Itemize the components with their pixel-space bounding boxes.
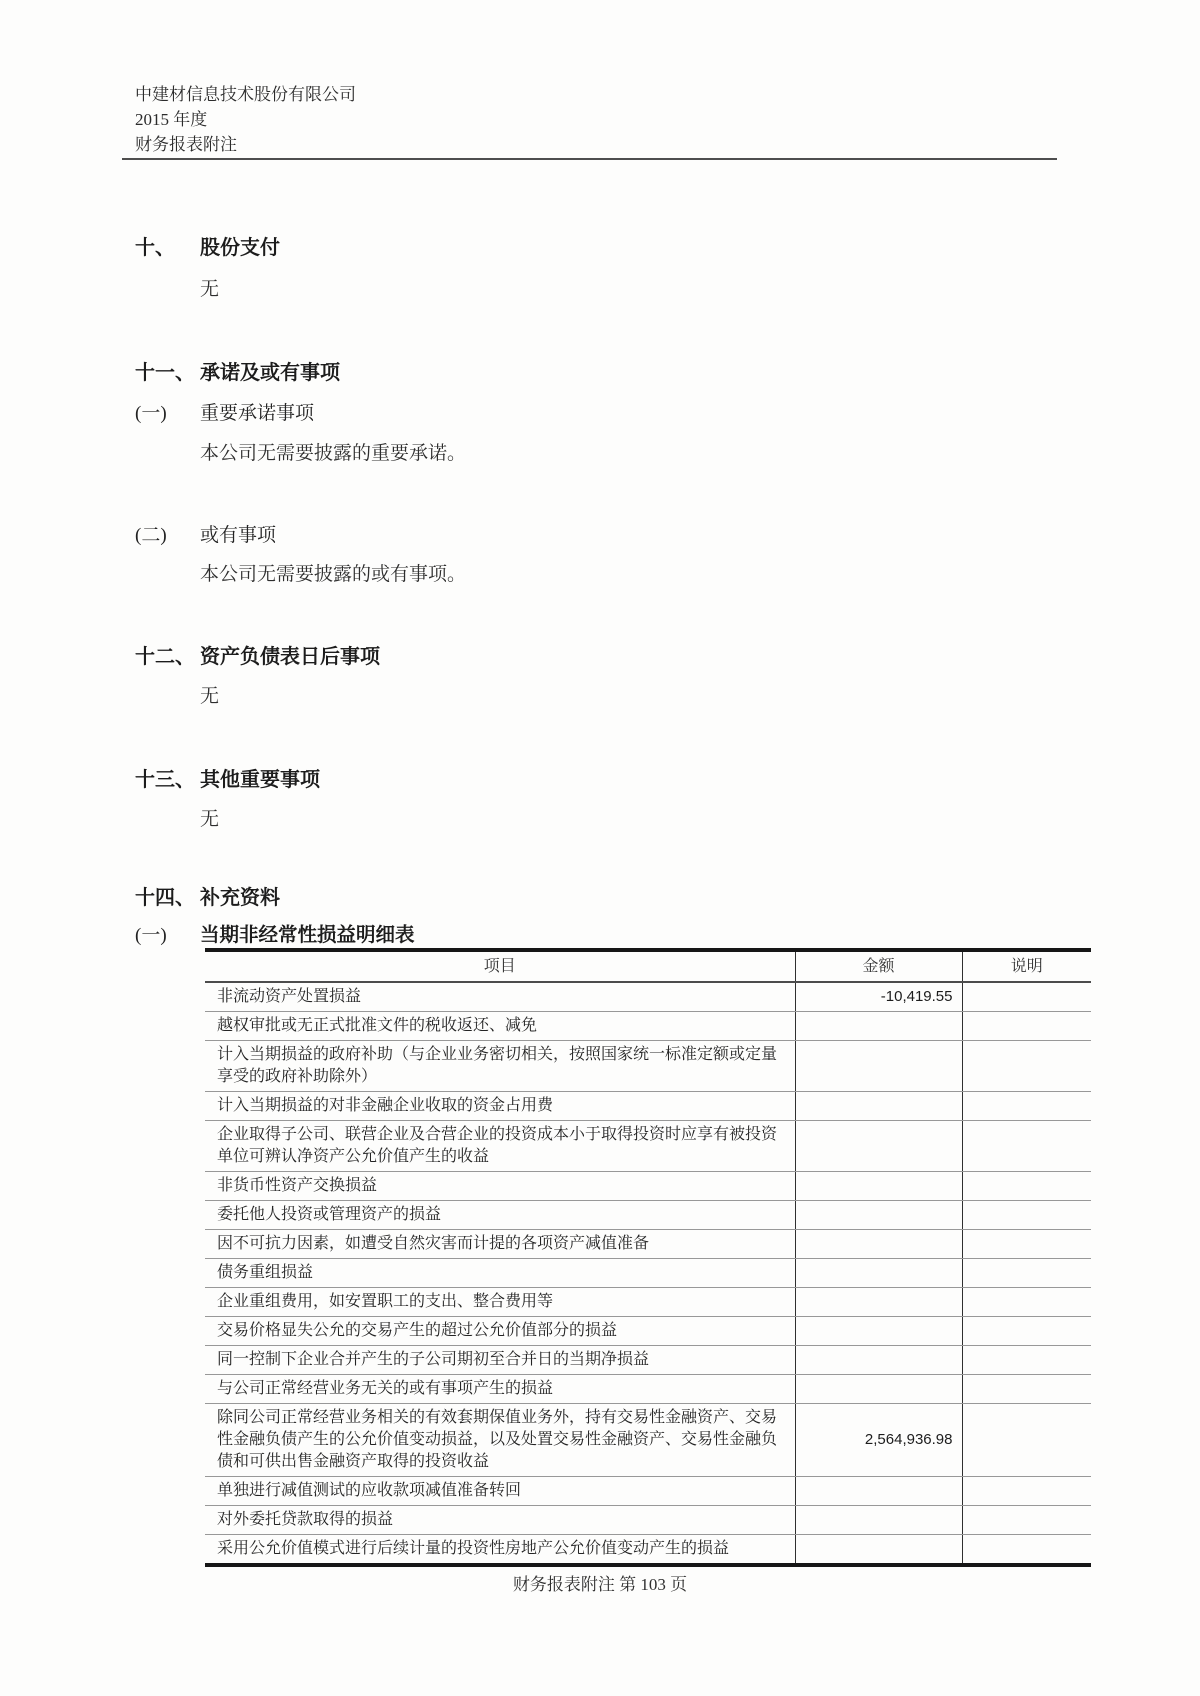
cell-note [962, 1317, 1091, 1346]
section-body: 无 [200, 809, 220, 830]
subsection-title: 当期非经常性损益明细表 [200, 925, 415, 946]
cell-amount [795, 1346, 962, 1375]
subsection-number: (一) [135, 403, 167, 424]
table-row [205, 1041, 1091, 1092]
subsection-title: 或有事项 [200, 525, 277, 546]
report-period: 2015 年度 [135, 110, 208, 129]
cell-note [962, 1506, 1091, 1535]
cell-amount [795, 1172, 962, 1201]
cell-note [962, 1092, 1091, 1121]
cell-amount: 2,564,936.98 [795, 1404, 962, 1477]
cell-item: 委托他人投资或管理资产的损益 [205, 1201, 795, 1230]
section-number: 十二、 [135, 646, 195, 668]
section-title: 其他重要事项 [200, 769, 320, 791]
cell-amount [795, 1477, 962, 1506]
cell-amount [795, 1317, 962, 1346]
cell-item: 对外委托贷款取得的损益 [205, 1506, 795, 1535]
cell-item: 计入当期损益的政府补助（与企业业务密切相关，按照国家统一标准定额或定量享受的政府补助除外） [205, 1041, 795, 1092]
cell-note [962, 1375, 1091, 1404]
subsection-number: (二) [135, 525, 167, 546]
column-header-note: 说明 [962, 950, 1091, 982]
column-header-amount: 金额 [795, 950, 962, 982]
table-row [205, 1121, 1091, 1172]
section-number: 十、 [135, 237, 175, 259]
table-row [205, 1375, 1091, 1404]
nonrecurring-gains-losses-table [205, 948, 1091, 1567]
subsection-body: 本公司无需要披露的或有事项。 [200, 564, 467, 585]
cell-item: 越权审批或无正式批准文件的税收返还、减免 [205, 1012, 795, 1041]
cell-amount [795, 1012, 962, 1041]
cell-note [962, 1172, 1091, 1201]
table-row [205, 1317, 1091, 1346]
table-row [205, 1404, 1091, 1477]
cell-note [962, 1121, 1091, 1172]
section-title: 承诺及或有事项 [200, 362, 340, 384]
cell-amount [795, 1375, 962, 1404]
table-row [205, 1259, 1091, 1288]
table-row [205, 1092, 1091, 1121]
section-other-important [135, 763, 320, 792]
cell-amount [795, 1288, 962, 1317]
cell-item: 计入当期损益的对非金融企业收取的资金占用费 [205, 1092, 795, 1121]
cell-item: 交易价格显失公允的交易产生的超过公允价值部分的损益 [205, 1317, 795, 1346]
table-row [205, 1201, 1091, 1230]
cell-amount [795, 1092, 962, 1121]
table-row [205, 1012, 1091, 1041]
table-row [205, 1172, 1091, 1201]
cell-item: 因不可抗力因素，如遭受自然灾害而计提的各项资产减值准备 [205, 1230, 795, 1259]
section-number: 十四、 [135, 887, 195, 909]
table-header-row [205, 950, 1091, 982]
cell-note [962, 1230, 1091, 1259]
cell-amount: -10,419.55 [795, 982, 962, 1012]
table-row [205, 1346, 1091, 1375]
cell-amount [795, 1506, 962, 1535]
section-title: 股份支付 [200, 237, 280, 259]
subsection-nonrecurring-detail [135, 919, 415, 947]
cell-note [962, 1535, 1091, 1566]
header-rule [122, 158, 1057, 160]
column-header-item: 项目 [205, 950, 795, 982]
cell-amount [795, 1535, 962, 1566]
section-number: 十一、 [135, 362, 195, 384]
doc-title: 财务报表附注 [135, 135, 237, 154]
cell-item: 企业取得子公司、联营企业及合营企业的投资成本小于取得投资时应享有被投资单位可辨认净资产公允价值产生的收益 [205, 1121, 795, 1172]
subsection-body: 本公司无需要披露的重要承诺。 [200, 443, 467, 464]
table-row [205, 1477, 1091, 1506]
doc-header [135, 82, 356, 157]
cell-item: 除同公司正常经营业务相关的有效套期保值业务外，持有交易性金融资产、交易性金融负债产生的公允价值变动损益，以及处置交易性金融资产、交易性金融负债和可供出售金融资产取得的投资收益 [205, 1404, 795, 1477]
cell-amount [795, 1230, 962, 1259]
subsection-title: 重要承诺事项 [200, 403, 315, 424]
subsection-number: (一) [135, 925, 167, 946]
cell-item: 债务重组损益 [205, 1259, 795, 1288]
table-row [205, 1506, 1091, 1535]
cell-amount [795, 1201, 962, 1230]
nonrecurring-table-body [205, 982, 1091, 1565]
table-row [205, 1288, 1091, 1317]
cell-amount [795, 1259, 962, 1288]
cell-note [962, 1201, 1091, 1230]
cell-note [962, 1477, 1091, 1506]
cell-item: 同一控制下企业合并产生的子公司期初至合并日的当期净损益 [205, 1346, 795, 1375]
cell-note [962, 1404, 1091, 1477]
section-title: 补充资料 [200, 887, 280, 909]
cell-item: 企业重组费用，如安置职工的支出、整合费用等 [205, 1288, 795, 1317]
cell-note [962, 1259, 1091, 1288]
subsection-important-commitments [135, 398, 314, 425]
cell-item: 非流动资产处置损益 [205, 982, 795, 1012]
cell-item: 单独进行减值测试的应收款项减值准备转回 [205, 1477, 795, 1506]
cell-amount [795, 1041, 962, 1092]
section-share-payment [135, 231, 280, 260]
cell-note [962, 1041, 1091, 1092]
section-body: 无 [200, 279, 220, 300]
cell-note [962, 1012, 1091, 1041]
section-title: 资产负债表日后事项 [200, 646, 380, 668]
section-commitments [135, 356, 340, 385]
cell-item: 与公司正常经营业务无关的或有事项产生的损益 [205, 1375, 795, 1404]
cell-note [962, 1346, 1091, 1375]
page-footer: 财务报表附注 第 103 页 [512, 1575, 688, 1594]
cell-item: 采用公允价值模式进行后续计量的投资性房地产公允价值变动产生的损益 [217, 1540, 730, 1557]
section-body: 无 [200, 686, 220, 707]
cell-note [962, 1288, 1091, 1317]
table-row [205, 1230, 1091, 1259]
table-row [205, 982, 1091, 1012]
cell-note [962, 982, 1091, 1012]
section-post-balance-sheet [135, 640, 380, 669]
company-name: 中建材信息技术股份有限公司 [135, 85, 356, 104]
section-supplementary [135, 881, 280, 910]
subsection-contingencies [135, 520, 276, 547]
cell-item: 非货币性资产交换损益 [205, 1172, 795, 1201]
cell-amount [795, 1121, 962, 1172]
section-number: 十三、 [135, 769, 195, 791]
table-row [205, 1535, 1091, 1566]
